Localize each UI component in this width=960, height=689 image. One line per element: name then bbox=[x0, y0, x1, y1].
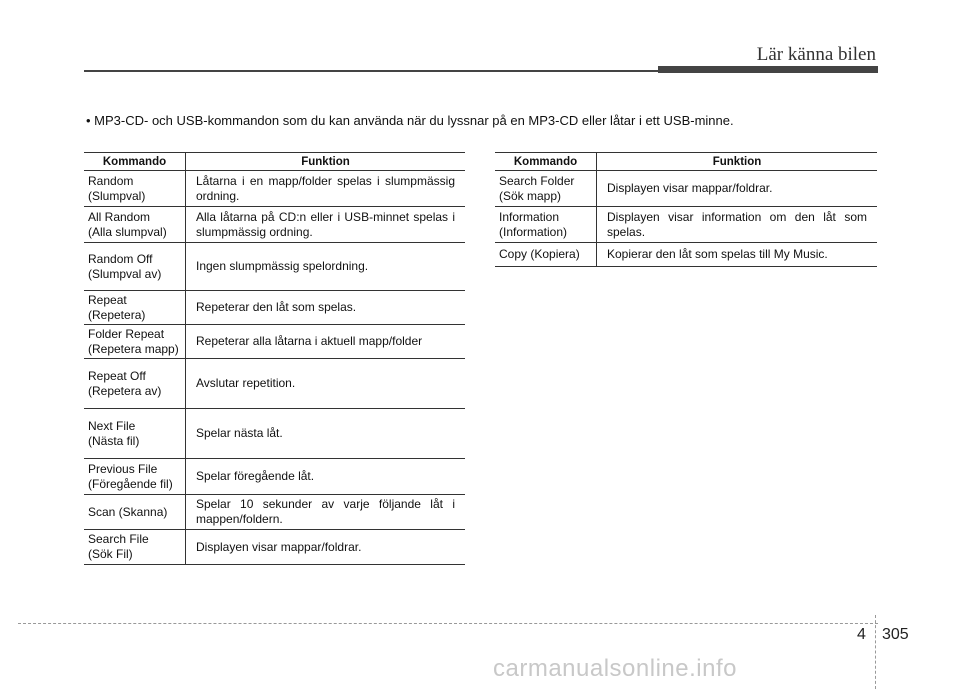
intro-bullet: • MP3-CD- och USB-kommandon som du kan använda när du lyssnar på en MP3-CD eller låtar i ett USB-minne. bbox=[86, 113, 734, 128]
command-cell bbox=[84, 325, 186, 359]
function-cell: Avslutar repetition. bbox=[186, 359, 466, 409]
function-cell: Låtarna i en mapp/folder spelas i slumpmässig ordning. bbox=[186, 171, 466, 207]
watermark: carmanualsonline.info bbox=[493, 655, 737, 682]
command-text: Folder Repeat bbox=[88, 326, 165, 341]
command-cell bbox=[84, 243, 186, 291]
command-text: Next File bbox=[88, 418, 136, 433]
column-header-function: Funktion bbox=[186, 153, 466, 171]
footer-rule bbox=[18, 623, 878, 624]
command-text: (Repetera av) bbox=[88, 383, 162, 398]
command-text: (Repetera mapp) bbox=[88, 341, 179, 356]
table-row bbox=[84, 459, 465, 495]
command-text: (Alla slumpval) bbox=[88, 224, 167, 239]
table-header-row bbox=[495, 153, 877, 171]
commands-table-left bbox=[84, 152, 465, 565]
command-text: (Slumpval) bbox=[88, 188, 146, 203]
function-cell: Alla låtarna på CD:n eller i USB-minnet spelas i slumpmässig ordning. bbox=[186, 207, 466, 243]
table-row bbox=[84, 495, 465, 530]
command-cell bbox=[84, 530, 186, 565]
command-cell bbox=[84, 359, 186, 409]
function-cell: Displayen visar mappar/foldrar. bbox=[597, 171, 878, 207]
column-header-command: Kommando bbox=[84, 153, 186, 171]
function-cell: Kopierar den låt som spelas till My Music. bbox=[597, 243, 878, 267]
table-row bbox=[495, 243, 877, 267]
command-cell bbox=[495, 171, 597, 207]
command-cell bbox=[84, 409, 186, 459]
table-row bbox=[84, 359, 465, 409]
footer-divider bbox=[875, 615, 876, 689]
command-text: (Sök Fil) bbox=[88, 547, 133, 561]
command-text: (Nästa fil) bbox=[88, 433, 140, 448]
command-text: Search Folder bbox=[499, 173, 575, 188]
command-text: (Repetera) bbox=[88, 307, 146, 322]
table-header-row bbox=[84, 153, 465, 171]
command-text: Repeat bbox=[88, 292, 127, 307]
table-row bbox=[84, 325, 465, 359]
table-row bbox=[84, 409, 465, 459]
table-row bbox=[84, 291, 465, 325]
command-cell bbox=[495, 207, 597, 243]
table-row bbox=[84, 207, 465, 243]
function-cell: Spelar föregående låt. bbox=[186, 459, 466, 495]
command-text: (Sök mapp) bbox=[499, 188, 562, 203]
header-tab-bar bbox=[658, 66, 878, 73]
command-cell bbox=[495, 243, 597, 267]
header-rule bbox=[84, 70, 660, 72]
command-text: Search File bbox=[88, 532, 149, 546]
command-cell bbox=[84, 207, 186, 243]
command-text: Random bbox=[88, 173, 134, 188]
table-row bbox=[84, 243, 465, 291]
command-text: All Random bbox=[88, 209, 151, 224]
table-row bbox=[84, 530, 465, 565]
column-header-function: Funktion bbox=[597, 153, 878, 171]
command-cell bbox=[84, 171, 186, 207]
command-cell bbox=[84, 459, 186, 495]
command-text: Previous File bbox=[88, 461, 158, 476]
command-text: Random Off bbox=[88, 251, 153, 266]
command-text: Information bbox=[499, 209, 560, 224]
command-text: Copy (Kopiera) bbox=[499, 247, 580, 261]
function-cell: Repeterar alla låtarna i aktuell mapp/folder bbox=[186, 325, 466, 359]
command-text: (Information) bbox=[499, 224, 568, 239]
function-cell: Displayen visar mappar/foldrar. bbox=[186, 530, 466, 565]
chapter-number: 4 bbox=[857, 626, 866, 643]
command-text: (Slumpval av) bbox=[88, 266, 162, 281]
table-row bbox=[84, 171, 465, 207]
command-cell bbox=[84, 495, 186, 530]
function-cell: Spelar nästa låt. bbox=[186, 409, 466, 459]
command-text: Repeat Off bbox=[88, 368, 146, 383]
commands-table-right bbox=[495, 152, 877, 267]
function-cell: Repeterar den låt som spelas. bbox=[186, 291, 466, 325]
function-cell: Displayen visar information om den låt som spelas. bbox=[597, 207, 878, 243]
page-number: 305 bbox=[882, 626, 909, 643]
function-cell: Ingen slumpmässig spelordning. bbox=[186, 243, 466, 291]
command-text: (Föregående fil) bbox=[88, 476, 173, 491]
column-header-command: Kommando bbox=[495, 153, 597, 171]
function-cell: Spelar 10 sekunder av varje följande låt i mappen/foldern. bbox=[186, 495, 466, 530]
command-cell bbox=[84, 291, 186, 325]
table-row bbox=[495, 207, 877, 243]
command-text: Scan (Skanna) bbox=[88, 504, 168, 519]
table-row bbox=[495, 171, 877, 207]
page-header-title: Lär känna bilen bbox=[756, 44, 876, 65]
